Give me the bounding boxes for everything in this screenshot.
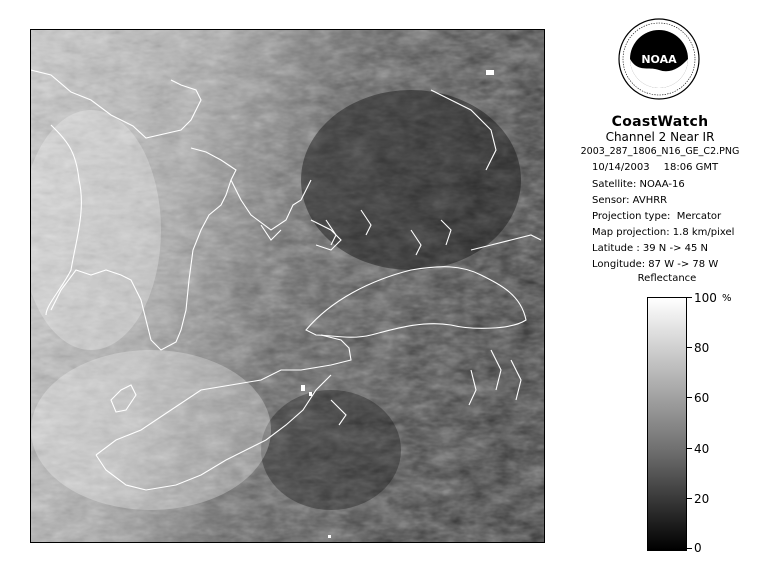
filename-label: 2003_287_1806_N16_GE_C2.PNG [580, 146, 740, 157]
legend-tick-label-20: 20 [694, 492, 710, 506]
legend-title: Reflectance [637, 273, 697, 284]
reflectance-color-bar [647, 297, 687, 551]
legend-tick-80 [686, 347, 692, 348]
legend-tick-20 [686, 498, 692, 499]
metadata-latitude: Latitude : 39 N -> 45 N [592, 243, 709, 254]
metadata-map-projection: Map projection: 1.8 km/pixel [592, 227, 735, 238]
legend-unit: % [722, 293, 732, 304]
legend-tick-label-100: 100 [694, 291, 717, 305]
legend-tick-60 [686, 397, 692, 398]
legend-tick-100 [686, 297, 692, 298]
satellite-image [31, 30, 544, 542]
channel-label: Channel 2 Near IR [605, 130, 715, 144]
date-time-line [592, 162, 718, 173]
time-label: 18:06 GMT [663, 162, 719, 173]
page-title: CoastWatch [611, 114, 709, 130]
metadata-longitude: Longitude: 87 W -> 78 W [592, 259, 719, 270]
legend-tick-label-80: 80 [694, 341, 710, 355]
legend-tick-40 [686, 448, 692, 449]
legend-tick-label-0: 0 [694, 541, 702, 555]
legend-tick-label-60: 60 [694, 391, 710, 405]
noaa-logo-center-text: NOAA [641, 53, 677, 66]
date-label: 10/14/2003 [592, 162, 650, 173]
metadata-sensor: Sensor: AVHRR [592, 195, 668, 206]
metadata-projection-type: Projection type: Mercator [592, 211, 722, 222]
satellite-image-panel [30, 29, 545, 543]
legend-tick-0 [686, 548, 692, 549]
metadata-satellite: Satellite: NOAA-16 [592, 179, 685, 190]
legend-tick-label-40: 40 [694, 442, 710, 456]
noaa-logo [618, 18, 700, 100]
